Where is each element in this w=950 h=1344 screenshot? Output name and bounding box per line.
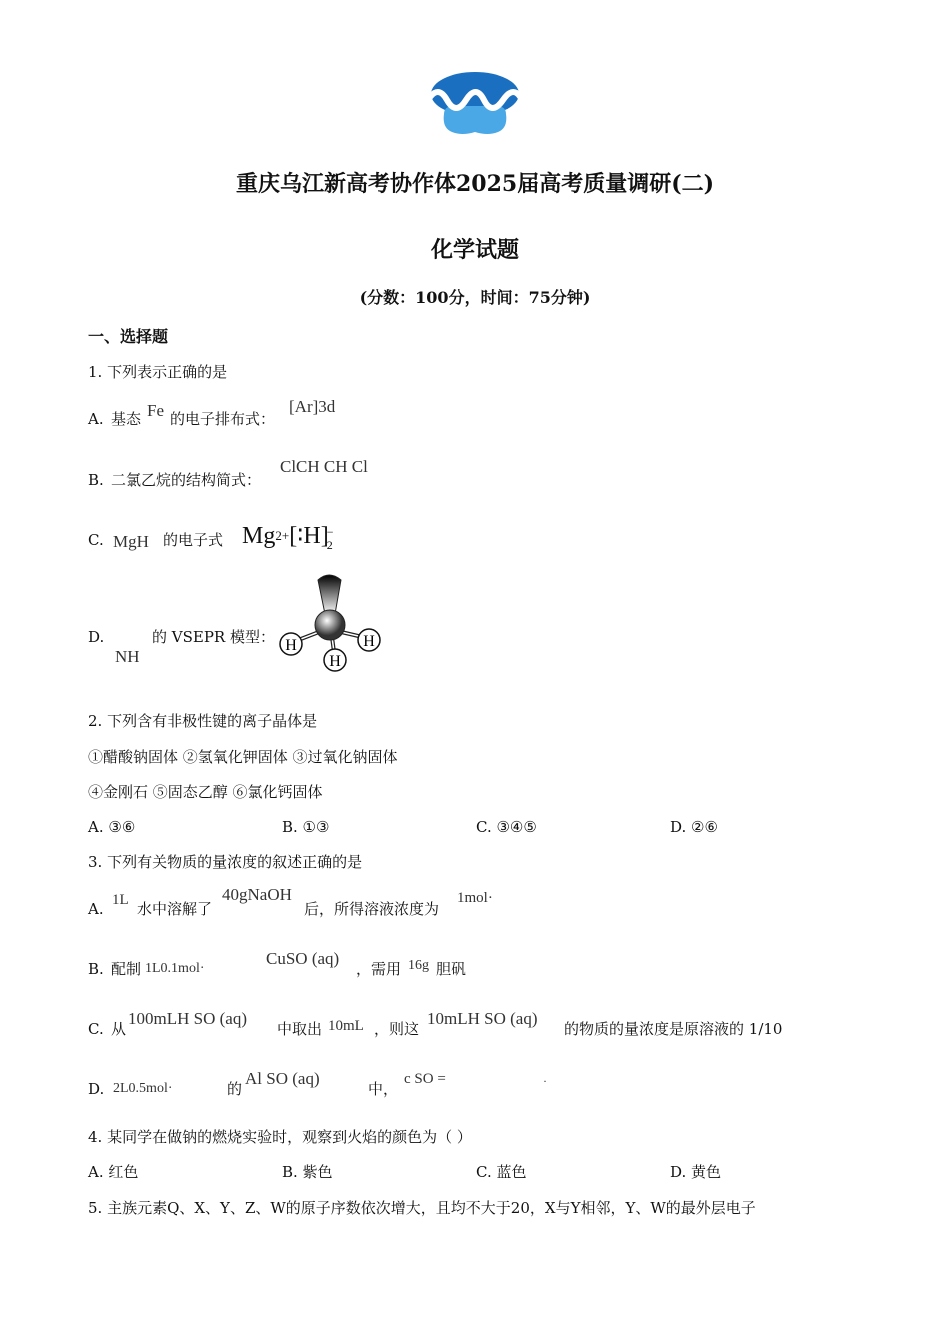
q3-c-t2: 中取出 <box>277 1020 323 1038</box>
q2-option-a: A. ③⑥ <box>88 818 136 836</box>
q1-b-text: 二氯乙烷的结构简式： <box>111 471 262 489</box>
q3-d-f1: 2L0.5mol· <box>113 1081 173 1096</box>
q1-d-text: 的 VSEPR 模型： <box>152 628 275 646</box>
q3-b-f1: 1L0.1mol· <box>145 961 205 976</box>
q1-d-formula: NH <box>115 647 140 666</box>
q3-d-t2: 中， <box>368 1080 399 1098</box>
q1-c-electron-formula: $Mg^{2+}[∶H]$ − 2 <box>242 523 334 552</box>
q2-option-b: B. ①③ <box>282 818 330 836</box>
q3-d-f2: Al SO (aq) <box>245 1069 320 1088</box>
q2-option-d: D. ②⑥ <box>670 818 718 836</box>
exam-info: (分数：100分，时间：75分钟) <box>359 288 591 307</box>
wave-logo <box>428 70 522 142</box>
q3-c-f2: 10mL <box>328 1018 364 1034</box>
question-3-stem: 3. 下列有关物质的量浓度的叙述正确的是 <box>88 853 363 871</box>
q4-option-d: D. 黄色 <box>670 1163 722 1181</box>
q1-c-text: 的电子式 <box>163 531 224 549</box>
question-2-stem: 2. 下列含有非极性键的离子晶体是 <box>88 712 318 730</box>
q3-option-c-label: C. <box>88 1020 104 1038</box>
q3-a-f2: 40gNaOH <box>222 885 292 904</box>
question-5-stem: 5. 主族元素Q、X、Y、Z、W的原子序数依次增大，且均不大于20，X与Y相邻，Y、W的最外层电子 <box>88 1199 756 1217</box>
q3-d-f3: c SO = <box>404 1071 446 1087</box>
q3-a-f3: 1mol· <box>457 890 493 906</box>
q3-a-t1: 水中溶解了 <box>137 900 213 918</box>
q1-option-b-label: B. <box>88 471 104 489</box>
vsepr-molecule-image <box>275 572 387 674</box>
q3-option-b-label: B. <box>88 960 104 978</box>
q1-b-formula: ClCH CH Cl <box>280 457 368 476</box>
q1-option-a-label: A. <box>88 410 104 428</box>
q3-d-f4: · <box>543 1074 547 1088</box>
h-atom-label: H <box>285 637 297 654</box>
q1-a-text2: 的电子排布式： <box>170 410 276 428</box>
q1-a-text: 基态 <box>111 410 142 428</box>
q2-items-line1: ①醋酸钠固体 ②氢氧化钾固体 ③过氧化钠固体 <box>88 748 398 766</box>
q3-a-t2: 后，所得溶液浓度为 <box>304 900 440 918</box>
q3-b-f3: 16g <box>408 958 429 973</box>
q2-option-c: C. ③④⑤ <box>476 818 537 836</box>
q3-c-f3: 10mLH SO (aq) <box>427 1009 538 1028</box>
document-title: 重庆乌江新高考协作体2025届高考质量调研(二) <box>235 171 715 197</box>
q4-option-a: A. 红色 <box>88 1163 139 1181</box>
q3-b-t1: 配制 <box>111 960 142 978</box>
question-1-stem: 1. 下列表示正确的是 <box>88 363 228 381</box>
q4-option-b: B. 紫色 <box>282 1163 333 1181</box>
q3-option-a-label: A. <box>88 900 104 918</box>
q3-c-t3: ，则这 <box>374 1020 420 1038</box>
q3-b-t2: ，需用 <box>356 960 402 978</box>
q3-d-t1: 的 <box>227 1080 243 1098</box>
question-4-stem: 4. 某同学在做钠的燃烧实验时，观察到火焰的颜色为（ ） <box>88 1128 472 1146</box>
section-heading: 一、选择题 <box>88 327 169 346</box>
q3-c-t4: 的物质的量浓度是原溶液的 1/10 <box>564 1020 783 1038</box>
q3-b-f2: CuSO (aq) <box>266 949 340 968</box>
q3-option-d-label: D. <box>88 1080 105 1098</box>
subject-title: 化学试题 <box>430 237 519 263</box>
q3-a-f1: 1L <box>112 892 129 908</box>
h-atom-label: H <box>329 653 341 670</box>
q1-option-c-label: C. <box>88 531 104 549</box>
q3-c-f1: 100mLH SO (aq) <box>128 1009 247 1028</box>
q2-items-line2: ④金刚石 ⑤固态乙醇 ⑥氯化钙固体 <box>88 783 323 801</box>
q1-a-config: [Ar]3d <box>289 397 336 416</box>
q4-option-c: C. 蓝色 <box>476 1163 527 1181</box>
q3-c-t1: 从 <box>111 1020 127 1038</box>
q1-option-d-label: D. <box>88 628 105 646</box>
h-atom-label: H <box>363 633 375 650</box>
q3-b-t3: 胆矾 <box>436 960 467 978</box>
q1-c-formula: MgH <box>113 532 149 551</box>
q1-a-formula-fe: Fe <box>147 401 164 420</box>
